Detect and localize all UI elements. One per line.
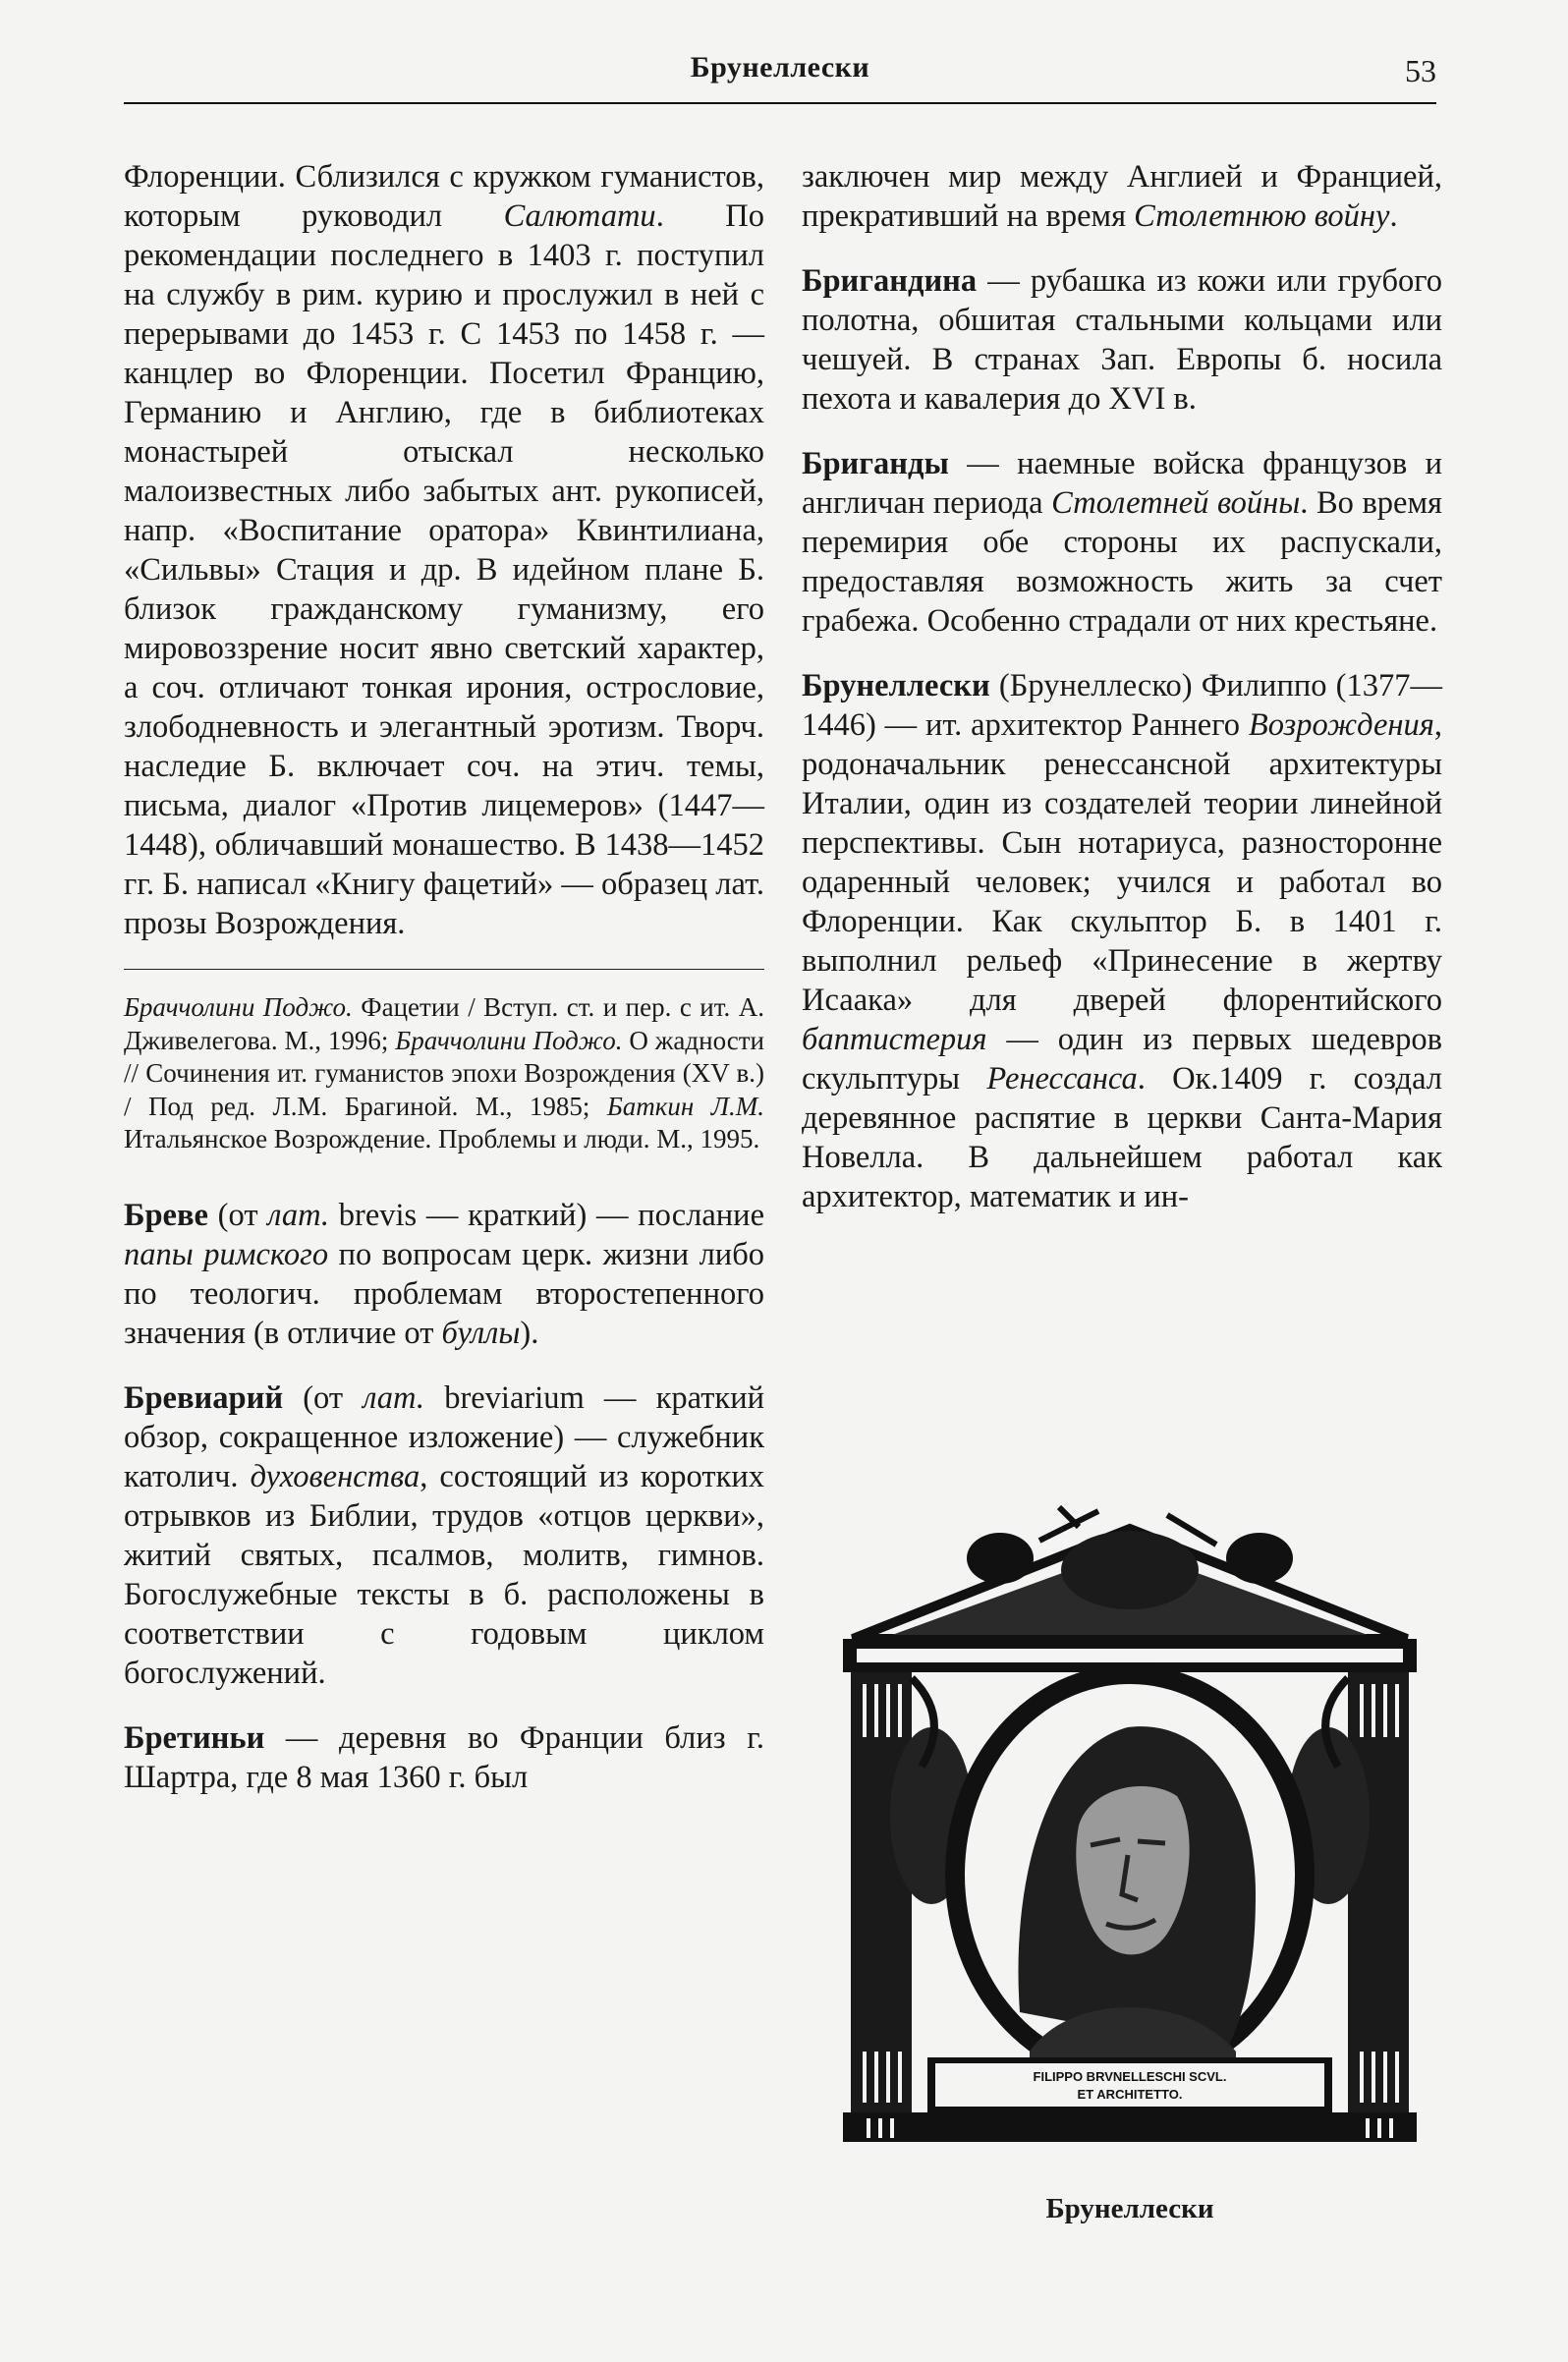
engraving-drawing [833, 1501, 1427, 2150]
running-head [124, 51, 1436, 98]
plaque-line-1: FILIPPO BRVNELLESCHI SCVL. [1033, 2069, 1227, 2084]
references-rule [124, 969, 764, 970]
figure-caption: Брунеллески [1045, 2193, 1214, 2224]
base [843, 2112, 1417, 2142]
headword-breve: Бреве [124, 1197, 208, 1233]
portrait-engraving [833, 1501, 1427, 2150]
entry-breviary: Бревиарий (от лат. breviarium — краткий обзор, сокращенное изложение) — служебник католич. духовенства, состоящий из коротких отрывков из Библии, трудов «отцов церкви», житий святых, псалмов, молитв, гимнов. Богослужебные тексты в б. расположены в соответствии с годовым циклом богослужений. [124, 1379, 765, 1691]
right-top-figure [1226, 1533, 1293, 1584]
headword-brigandine: Бригандина [802, 263, 978, 299]
entry-brigandine: Бригандина — рубашка из кожи или грубого полотна, обшитая стальными кольцами или чешуей. В странах Зап. Европы б. носила пехота и кавалерия до XVI в. [802, 263, 1442, 417]
right-column-shaft [1348, 1672, 1409, 2112]
entry-breve: Бреве (от лат. brevis — краткий) — послание папы римского по вопросам церк. жизни либо по теологич. проблемам второстепенного значения (в отличие от буллы). [124, 1197, 764, 1351]
running-title: Брунеллески [690, 51, 870, 84]
headword-breviary: Бревиарий [124, 1379, 284, 1416]
entry-bretigny-continued: заключен мир между Англией и Францией, прекративший на время Столетнюю войну. [802, 159, 1442, 234]
page-number: 53 [1405, 53, 1436, 88]
headword-bretigny: Бретиньи [124, 1719, 265, 1756]
central-group [1061, 1531, 1199, 1609]
right-column [802, 157, 1442, 1242]
continued-entry-poggio: Флоренции. Сблизился с кружком гуманистов, которым руководил Салютати. По рекомендации последнего в 1403 г. поступил на службу в рим. курию и прослужил в ней с перерывами до 1453 г. С 1453 по 1458 г. — канцлер во Флоренции. Посетил Францию, Германию и Англию, где в библиотеках монастырей отыскал несколько малоизвестных либо забытых ант. рукописей, напр. «Воспитание оратора» Квинтилиана, «Сильвы» Стация и др. В идейном плане Б. близок гражданскому гуманизму, его мировоззрение носит явно светский характер, а соч. отличают тонкая ирония, острословие, злободневность и элегантный эротизм. Творч. наследие Б. включает соч. на этич. темы, письма, диалог «Против лицемеров» (1447—1448), обличавший монашество. В 1438—1452 гг. Б. написал «Книгу фацетий» — образец лат. прозы Возрождения. [124, 159, 764, 941]
left-top-figure [967, 1533, 1034, 1584]
plaque-line-2: ET ARCHITETTO. [1077, 2087, 1183, 2102]
entry-brunelleschi: Брунеллески (Брунеллеско) Филиппо (1377—1446) — ит. архитектор Раннего Возрождения, родоначальник ренессансной архитектуры Италии, один из создателей теории линейной перспективы. Сын нотариуса, разносторонне одаренный человек; учился и работал во Флоренции. Как скульптор Б. в 1401 г. выполнил рельеф «Принесение в жертву Исаака» для дверей флорентийского баптистерия — один из первых шедевров скульптуры Ренессанса. Ок.1409 г. создал деревянное распятие в церкви Санта-Мария Новелла. В дальнейшем работал как архитектор, математик и ин- [802, 668, 1442, 1214]
entry-bretigny: Бретиньи — деревня во Франции близ г. Шартра, где 8 мая 1360 г. был [124, 1719, 764, 1795]
left-column [124, 157, 764, 1823]
header-rule [124, 102, 1436, 104]
cross-ref-salutati: Салютати [503, 198, 656, 234]
references: Браччолини Поджо. Фацетии / Вступ. ст. и пер. с ит. А. Дживелегова. М., 1996; Браччолини Поджо. О жадности // Сочинения ит. гуманистов эпохи Возрождения (XV в.) / Под ред. Л.М. Брагиной. М., 1985; Баткин Л.М. Итальянское Возрождение. Проблемы и люди. М., 1995. [124, 992, 765, 1153]
headword-brunelleschi: Брунеллески [802, 668, 990, 703]
left-column-shaft [851, 1672, 912, 2112]
entry-brigands: Бриганды — наемные войска французов и англичан периода Столетней войны. Во время перемирия обе стороны их распускали, предоставляя возможность жить за счет грабежа. Особенно страдали от них крестьяне. [802, 446, 1442, 639]
entablature-band [857, 1649, 1403, 1662]
headword-brigands: Бриганды [802, 446, 949, 481]
